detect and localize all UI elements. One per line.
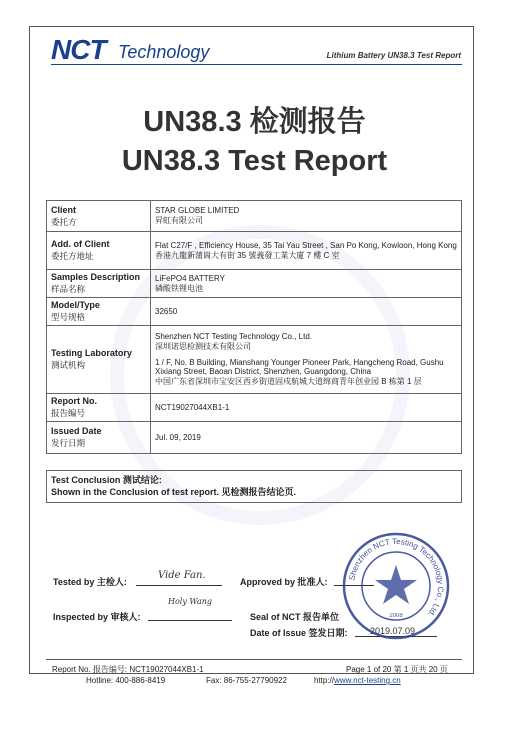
row-label: [47, 326, 151, 394]
row-label-en: Client: [51, 204, 77, 215]
row-value: [151, 298, 462, 326]
test-conclusion: [46, 470, 462, 503]
row-label-cn: 发行日期: [51, 438, 86, 448]
row-label-cn: 委托方地址: [51, 251, 94, 261]
company-stamp: [341, 531, 451, 641]
tested-by-line: [136, 585, 222, 586]
stamp-year: 2008: [389, 613, 403, 619]
logo-text: Technology: [118, 42, 210, 62]
inspected-by-signature: Holy Wang: [168, 597, 212, 606]
row-value-line: 1 / F, No. B Building, Mianshang Younger Pioneer Park, Hangcheng Road, Gushu Xixiang Street, Baoan District, Shenzhen, Guangdong, China: [155, 358, 444, 376]
row-value-line: 深圳诺思检测技术有限公司: [155, 342, 251, 351]
nct-logo: NCT: [51, 34, 106, 65]
row-label: [47, 422, 151, 454]
footer-divider: [46, 659, 462, 660]
inspected-by-label: Inspected by 审核人:: [53, 612, 141, 622]
approved-by-label: Approved by 批准人:: [240, 577, 328, 587]
table-row: [47, 201, 462, 232]
row-value: [151, 232, 462, 270]
row-value-line: 香港九龍新蒲崗大有街 35 號義發工業大廈 7 樓 C 室: [155, 250, 340, 260]
row-value-line: Shenzhen NCT Testing Technology Co., Ltd.: [155, 332, 312, 341]
row-label-cn: 委托方: [51, 216, 77, 227]
row-value-line: NCT19027044XB1-1: [155, 403, 230, 412]
row-label-cn: 型号规格: [51, 312, 86, 322]
row-label-en: Samples Description: [51, 272, 141, 282]
inspected-by-line: [148, 620, 232, 621]
header-divider: [51, 64, 462, 65]
row-value: [151, 201, 462, 232]
row-label: [47, 201, 151, 232]
footer-website: [314, 676, 401, 685]
row-label: [47, 298, 151, 326]
row-label: [47, 270, 151, 298]
date-of-issue-value: 2019.07.09: [370, 626, 416, 636]
conclusion-text: Shown in the Conclusion of test report. 见检测报告结论页.: [51, 487, 296, 497]
row-value-line: 昇虹有限公司: [155, 216, 203, 225]
stamp-ring-text: Shenzhen NCT Testing Technology Co., Ltd.: [347, 536, 446, 619]
row-label-en: Add. of Client: [51, 239, 110, 249]
table-row: [47, 298, 462, 326]
conclusion-heading: Test Conclusion 测试结论:: [51, 475, 162, 485]
footer-url-link[interactable]: www.nct-testing.cn: [334, 676, 401, 685]
footer-report-no: Report No. 报告编号: NCT19027044XB1-1: [52, 665, 204, 674]
tested-by-signature: Vide Fan.: [158, 570, 206, 581]
row-value-line: Jul. 09, 2019: [155, 433, 201, 442]
row-value-line: 磷酸铁锂电池: [155, 283, 203, 293]
row-label-cn: 样品名称: [51, 284, 86, 294]
row-value-line: Flat C27/F , Efficiency House, 35 Tai Yau Street , San Po Kong, Kowloon, Hong Kong: [155, 240, 457, 250]
row-value-line: LiFePO4 BATTERY: [155, 273, 225, 283]
row-value: [151, 270, 462, 298]
date-of-issue-label: Date of Issue 签发日期:: [250, 628, 348, 638]
row-label-en: Model/Type: [51, 300, 100, 310]
table-row: [47, 394, 462, 422]
title-chinese: UN38.3 检测报告: [143, 106, 366, 138]
report-type-label: Lithium Battery UN38.3 Test Report: [326, 51, 461, 60]
row-label-en: Testing Laboratory: [51, 348, 132, 358]
row-value-line: 中国广东省深圳市宝安区西乡街道固戍航城大道绵商青年创业园 B 栋第 1 层: [155, 377, 422, 386]
row-label-cn: 报告编号: [51, 408, 86, 418]
row-value-line: STAR GLOBE LIMITED: [155, 206, 240, 215]
row-label-en: Report No.: [51, 396, 97, 406]
row-label: [47, 394, 151, 422]
footer-page-number: Page 1 of 20 第 1 页共 20 页: [346, 665, 448, 674]
footer-fax: Fax: 86-755-27790922: [206, 676, 287, 685]
tested-by-label: Tested by 主检人:: [53, 577, 127, 587]
footer-hotline: Hotline: 400-886-8419: [86, 676, 166, 685]
row-value-line: 32650: [155, 307, 178, 316]
footer-url-prefix: http://: [314, 676, 335, 685]
seal-label: Seal of NCT 报告单位: [250, 612, 340, 622]
title-english: UN38.3 Test Report: [121, 145, 388, 177]
row-label-cn: 测试机构: [51, 360, 86, 370]
report-info-table: [46, 200, 462, 454]
table-row: [47, 326, 462, 394]
row-value: [151, 326, 462, 394]
stamp-star-icon: [375, 565, 417, 604]
table-row: [47, 422, 462, 454]
row-label: [47, 232, 151, 270]
row-value: [151, 394, 462, 422]
row-value: [151, 422, 462, 454]
row-label-en: Issued Date: [51, 426, 102, 436]
table-row: [47, 270, 462, 298]
table-row: [47, 232, 462, 270]
